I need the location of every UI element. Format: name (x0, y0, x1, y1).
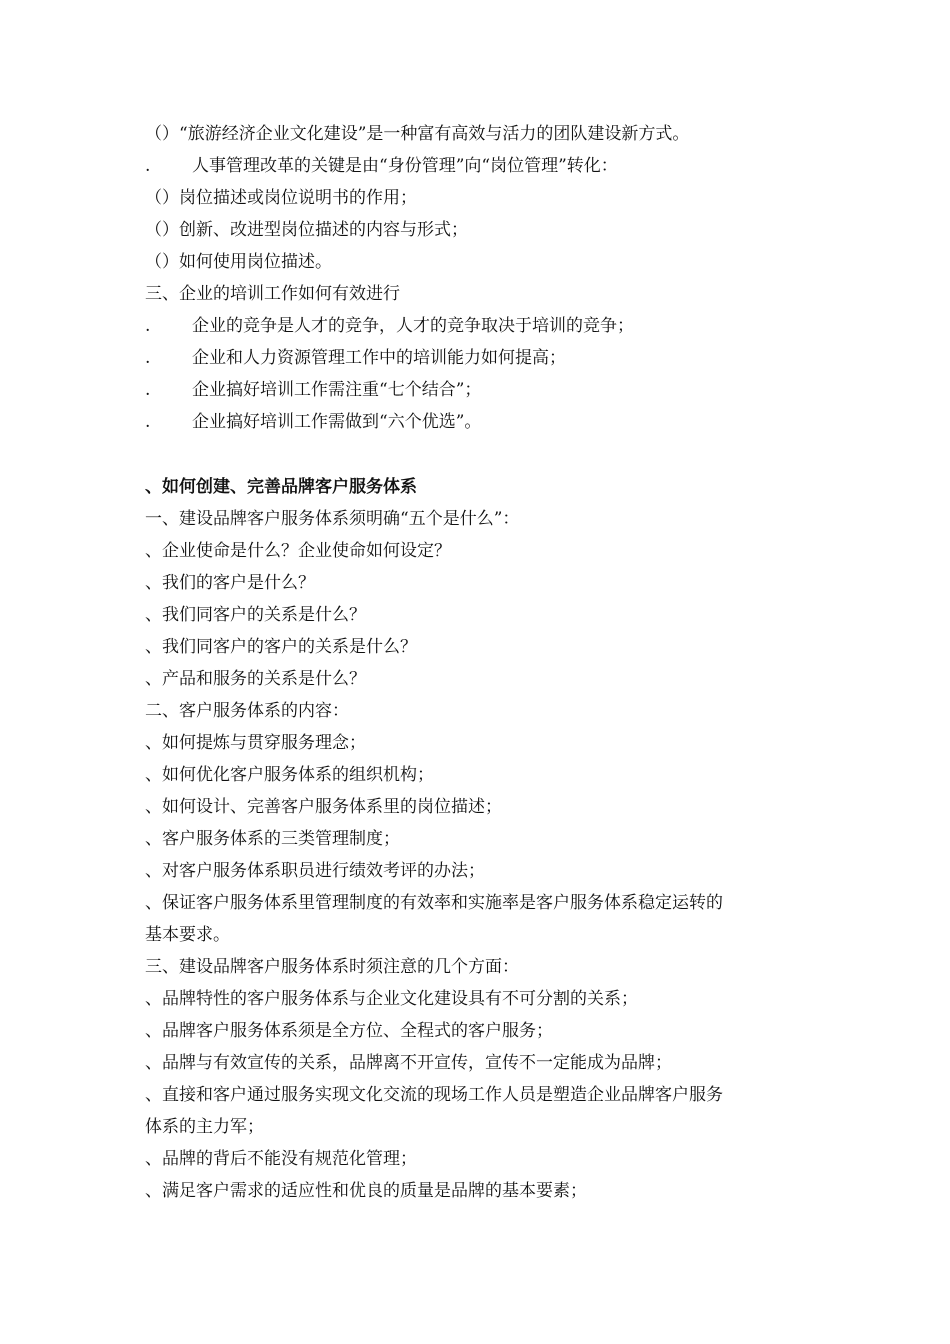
list-item: 、满足客户需求的适应性和优良的质量是品牌的基本要素； (145, 1181, 587, 1201)
list-item: 、保证客户服务体系里管理制度的有效率和实施率是客户服务体系稳定运转的 (145, 893, 723, 913)
list-item: 、客户服务体系的三类管理制度； (145, 829, 400, 849)
list-item: 、品牌特性的客户服务体系与企业文化建设具有不可分割的关系； (145, 989, 638, 1009)
list-item: 、如何提炼与贯穿服务理念； (145, 733, 366, 753)
section-heading: 三、建设品牌客户服务体系时须注意的几个方面： (145, 957, 519, 977)
list-item: （）创新、改进型岗位描述的内容与形式； (145, 220, 468, 240)
list-item (145, 374, 815, 406)
list-item: 、品牌的背后不能没有规范化管理； (145, 1149, 417, 1169)
list-item (145, 150, 815, 182)
list-item: 、产品和服务的关系是什么？ (145, 669, 366, 689)
list-item: 、企业使命是什么？企业使命如何设定？ (145, 541, 451, 561)
list-item: 、我们同客户的客户的关系是什么？ (145, 637, 417, 657)
intro-line: （）“旅游经济企业文化建设”是一种富有高效与活力的团队建设新方式。 (145, 124, 690, 144)
list-item: 、直接和客户通过服务实现文化交流的现场工作人员是塑造企业品牌客户服务 (145, 1085, 723, 1105)
list-item: 、我们的客户是什么？ (145, 573, 315, 593)
list-item-text: 企业搞好培训工作需做到“六个优选”。 (192, 412, 482, 432)
list-item-continuation: 体系的主力军； (145, 1117, 264, 1137)
list-item-text: 企业的竞争是人才的竞争，人才的竞争取决于培训的竞争； (192, 316, 634, 336)
document-body (145, 118, 815, 1207)
list-item: （）岗位描述或岗位说明书的作用； (145, 188, 417, 208)
section-heading: 一、建设品牌客户服务体系须明确“五个是什么”： (145, 509, 520, 529)
list-item: 、对客户服务体系职员进行绩效考评的办法； (145, 861, 485, 881)
list-item-continuation: 基本要求。 (145, 925, 230, 945)
bullet-dot: . (145, 156, 151, 176)
list-item-text: 企业和人力资源管理工作中的培训能力如何提高； (192, 348, 566, 368)
bullet-dot: . (145, 380, 151, 400)
section-heading: 二、客户服务体系的内容： (145, 701, 349, 721)
list-item-text: 企业搞好培训工作需注重“七个结合”； (192, 380, 482, 400)
list-item-text: 人事管理改革的关键是由“身份管理”向“岗位管理”转化： (192, 156, 618, 176)
list-item (145, 406, 815, 438)
bullet-dot: . (145, 348, 151, 368)
list-item: 、我们同客户的关系是什么？ (145, 605, 366, 625)
section-heading: 三、企业的培训工作如何有效进行 (145, 284, 400, 304)
list-item: 、品牌客户服务体系须是全方位、全程式的客户服务； (145, 1021, 553, 1041)
bullet-dot: . (145, 316, 151, 336)
paragraph-spacer (145, 438, 815, 471)
bullet-dot: . (145, 412, 151, 432)
list-item (145, 342, 815, 374)
list-item: 、品牌与有效宣传的关系，品牌离不开宣传，宣传不一定能成为品牌； (145, 1053, 672, 1073)
list-item: 、如何设计、完善客户服务体系里的岗位描述； (145, 797, 502, 817)
list-item: 、如何优化客户服务体系的组织机构； (145, 765, 434, 785)
section-title: 、如何创建、完善品牌客户服务体系 (145, 477, 417, 497)
list-item: （）如何使用岗位描述。 (145, 252, 332, 272)
list-item (145, 310, 815, 342)
